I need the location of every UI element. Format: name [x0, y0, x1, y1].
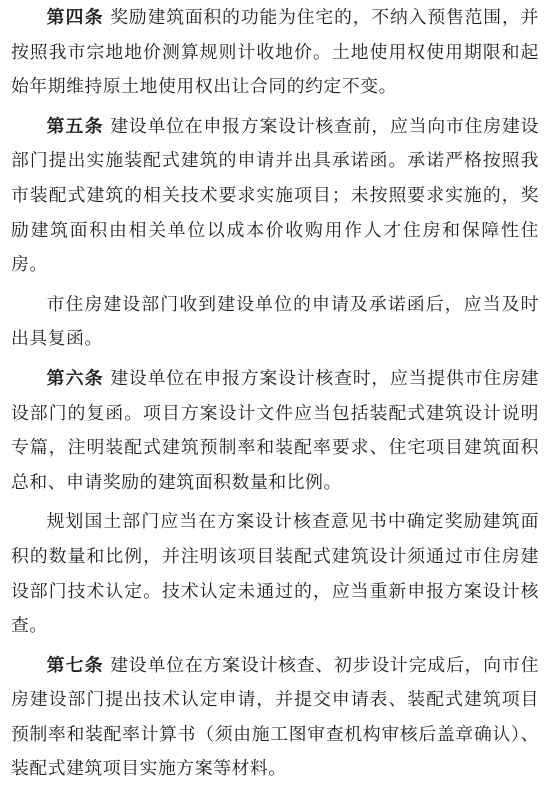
article-number: 第七条 — [46, 654, 104, 676]
paragraph-text: 奖励建筑面积的功能为住宅的，不纳入预售范围，并按照我市宗地地价测算规则计收地价。土地使用权使用期限和起始年期维持原土地使用权出让合同的约定不变。 — [11, 7, 539, 98]
paragraph-text: 规划国土部门应当在方案设计核查意见书中确定奖励建筑面积的数量和比例，并注明该项目装配式建筑设计须通过市住房建设部门技术认定。技术认定未通过的，应当重新申报方案设计核查。 — [11, 511, 539, 637]
article-number: 第五条 — [46, 115, 104, 137]
article-5-paragraph — [11, 110, 539, 283]
article-7-paragraph — [11, 649, 539, 787]
article-number: 第六条 — [46, 367, 104, 389]
article-6-paragraph — [11, 362, 539, 500]
paragraph-text: 建设单位在方案设计核查、初步设计完成后，向市住房建设部门提出技术认定申请，并提交申请表、装配式建筑项目预制率和装配率计算书（须由施工图审查机构审核后盖章确认）、装配式建筑项目实施方案等材料。 — [11, 654, 539, 780]
article-number: 第四条 — [46, 7, 104, 28]
article-5-followup-paragraph — [11, 288, 539, 357]
paragraph-text: 建设单位在申报方案设计核查前，应当向市住房建设部门提出实施装配式建筑的申请并出具承诺函。承诺严格按照我市装配式建筑的相关技术要求实施项目；未按照要求实施的，奖励建筑面积由相关单位以成本价收购用作人才住房和保障性住房。 — [11, 115, 539, 276]
paragraph-text: 建设单位在申报方案设计核查时，应当提供市住房建设部门的复函。项目方案设计文件应当包括装配式建筑设计说明专篇，注明装配式建筑预制率和装配率要求、住宅项目建筑面积总和、申请奖励的建筑面积数量和比例。 — [11, 367, 539, 493]
paragraph-text: 市住房建设部门收到建设单位的申请及承诺函后，应当及时出具复函。 — [11, 293, 539, 350]
article-4-paragraph — [11, 1, 539, 105]
article-6-followup-paragraph — [11, 505, 539, 643]
